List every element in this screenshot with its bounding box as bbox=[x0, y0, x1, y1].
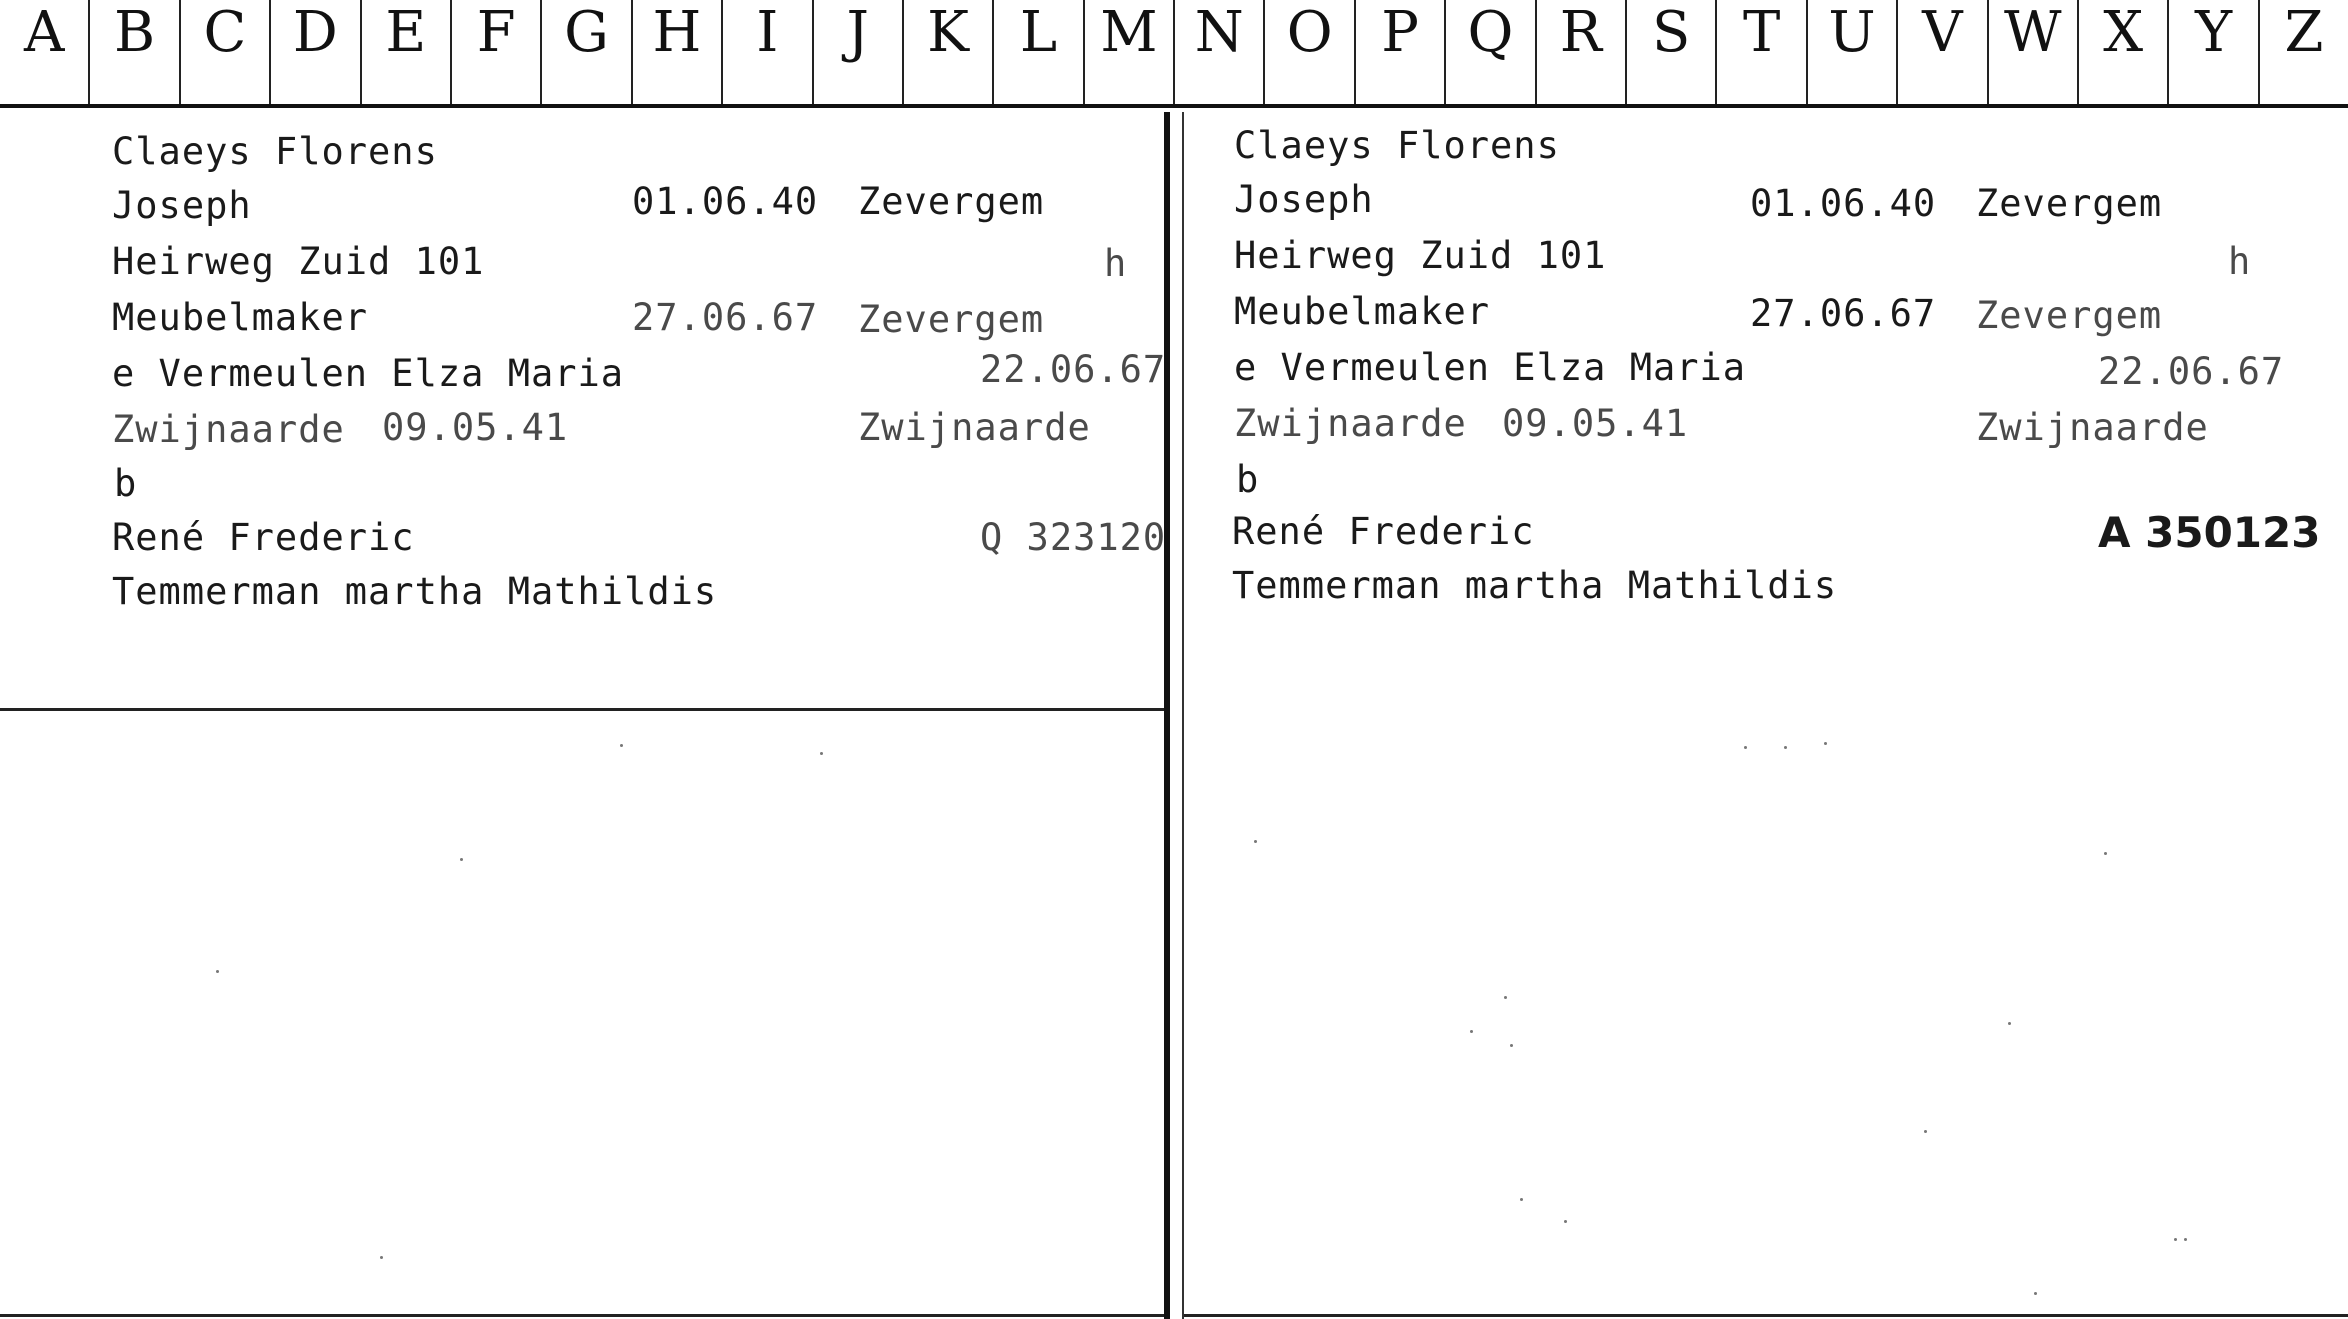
marker-h: h bbox=[2228, 240, 2252, 283]
alphabet-index-bar bbox=[0, 0, 2348, 108]
index-letter-t: T bbox=[1717, 0, 1807, 104]
place-3: Zwijnaarde bbox=[1976, 406, 2209, 449]
speck bbox=[620, 744, 623, 747]
index-letter-y: Y bbox=[2169, 0, 2259, 104]
index-letter-c: C bbox=[181, 0, 271, 104]
speck bbox=[2184, 1238, 2187, 1241]
date-3: 22.06.67 bbox=[2098, 350, 2285, 393]
marker-h: h bbox=[1104, 242, 1128, 285]
index-letter-o: O bbox=[1265, 0, 1355, 104]
index-letter-u: U bbox=[1808, 0, 1898, 104]
speck bbox=[1470, 1030, 1473, 1033]
index-letter-d: D bbox=[271, 0, 361, 104]
date-2: 27.06.67 bbox=[1750, 292, 1937, 335]
speck bbox=[2034, 1292, 2037, 1295]
index-letter-g: G bbox=[542, 0, 632, 104]
date-3: 22.06.67 bbox=[980, 348, 1167, 391]
index-letter-r: R bbox=[1537, 0, 1627, 104]
spouse-birthdate: 09.05.41 bbox=[1502, 402, 1689, 445]
speck bbox=[460, 858, 463, 861]
birth-date: 01.06.40 bbox=[632, 180, 819, 223]
index-letter-v: V bbox=[1898, 0, 1988, 104]
speck bbox=[1504, 996, 1507, 999]
mother: Temmerman martha Mathildis bbox=[1232, 564, 1838, 607]
spouse: e Vermeulen Elza Maria bbox=[112, 352, 625, 395]
index-letter-x: X bbox=[2079, 0, 2169, 104]
surname: Claeys Florens bbox=[112, 130, 438, 173]
speck bbox=[1744, 746, 1747, 749]
occupation: Meubelmaker bbox=[1234, 290, 1491, 333]
card-bottom-border bbox=[1184, 1314, 2348, 1317]
speck bbox=[2104, 852, 2107, 855]
speck bbox=[1824, 742, 1827, 745]
spouse-birthdate: 09.05.41 bbox=[382, 406, 569, 449]
spouse: e Vermeulen Elza Maria bbox=[1234, 346, 1747, 389]
address: Heirweg Zuid 101 bbox=[1234, 234, 1607, 277]
index-letter-k: K bbox=[904, 0, 994, 104]
index-letter-s: S bbox=[1627, 0, 1717, 104]
index-letter-j: J bbox=[814, 0, 904, 104]
spouse-birthplace: Zwijnaarde bbox=[112, 408, 345, 451]
index-letter-n: N bbox=[1175, 0, 1265, 104]
index-letter-a: A bbox=[0, 0, 90, 104]
speck bbox=[1254, 840, 1257, 843]
place-2: Zevergem bbox=[858, 298, 1045, 341]
surname: Claeys Florens bbox=[1234, 124, 1560, 167]
marker-b: b bbox=[1236, 458, 1260, 501]
marker-b: b bbox=[114, 462, 138, 505]
speck bbox=[1924, 1130, 1927, 1133]
birth-place: Zevergem bbox=[1976, 182, 2163, 225]
index-letter-p: P bbox=[1356, 0, 1446, 104]
place-3: Zwijnaarde bbox=[858, 406, 1091, 449]
speck bbox=[1520, 1198, 1523, 1201]
place-2: Zevergem bbox=[1976, 294, 2163, 337]
speck bbox=[216, 970, 219, 973]
index-letter-l: L bbox=[994, 0, 1084, 104]
index-card-right bbox=[1182, 112, 2348, 1319]
speck bbox=[1510, 1044, 1513, 1047]
index-letter-f: F bbox=[452, 0, 542, 104]
index-letter-m: M bbox=[1085, 0, 1175, 104]
occupation: Meubelmaker bbox=[112, 296, 369, 339]
father: René Frederic bbox=[1232, 510, 1535, 553]
speck bbox=[380, 1256, 383, 1259]
speck bbox=[2174, 1238, 2177, 1241]
index-letter-b: B bbox=[90, 0, 180, 104]
speck bbox=[2008, 1022, 2011, 1025]
first-name: Joseph bbox=[1234, 178, 1374, 221]
index-letter-e: E bbox=[362, 0, 452, 104]
address: Heirweg Zuid 101 bbox=[112, 240, 485, 283]
birth-place: Zevergem bbox=[858, 180, 1045, 223]
card-divider bbox=[0, 708, 1164, 711]
index-letter-h: H bbox=[633, 0, 723, 104]
reference-number: Q 323120 bbox=[980, 516, 1167, 559]
index-card-left bbox=[0, 112, 1170, 1319]
index-letter-w: W bbox=[1989, 0, 2079, 104]
card-bottom-border bbox=[0, 1314, 1164, 1317]
speck bbox=[820, 752, 823, 755]
mother: Temmerman martha Mathildis bbox=[112, 570, 718, 613]
spouse-birthplace: Zwijnaarde bbox=[1234, 402, 1467, 445]
first-name: Joseph bbox=[112, 184, 252, 227]
index-letter-i: I bbox=[723, 0, 813, 104]
date-2: 27.06.67 bbox=[632, 296, 819, 339]
speck bbox=[1784, 746, 1787, 749]
birth-date: 01.06.40 bbox=[1750, 182, 1937, 225]
index-letter-q: Q bbox=[1446, 0, 1536, 104]
father: René Frederic bbox=[112, 516, 415, 559]
reference-number: A 350123 bbox=[2098, 508, 2321, 557]
speck bbox=[1564, 1220, 1567, 1223]
index-letter-z: Z bbox=[2284, 0, 2324, 65]
